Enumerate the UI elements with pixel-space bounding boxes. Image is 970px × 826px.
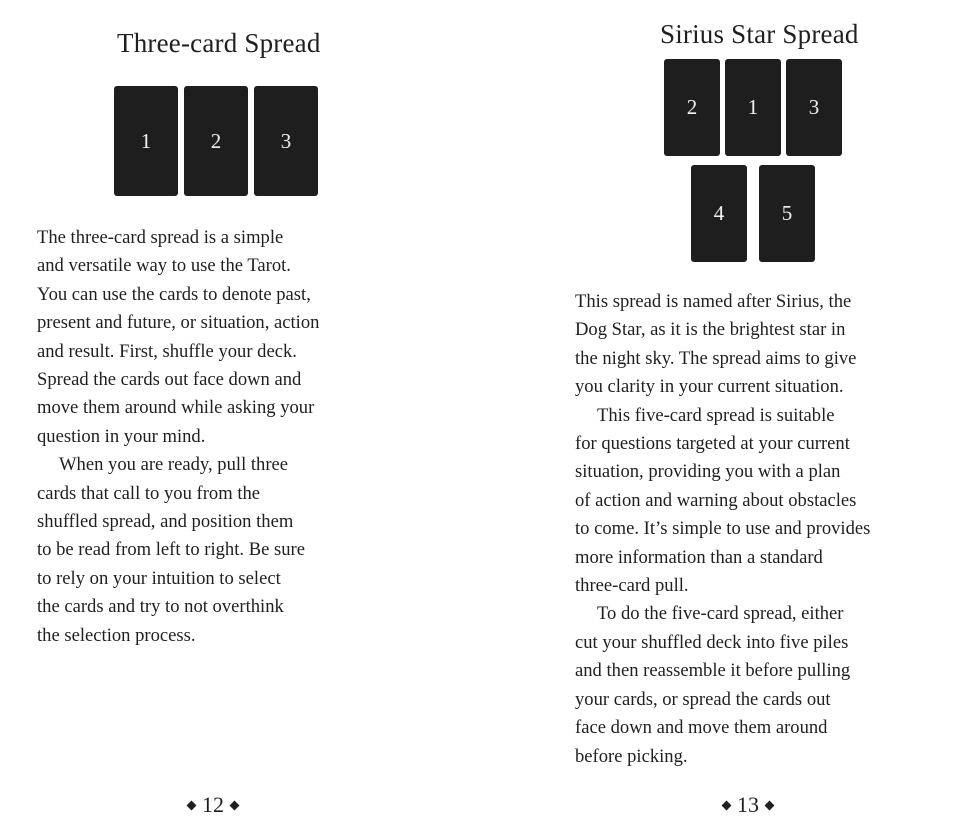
text-line: face down and move them around: [575, 717, 828, 739]
card-number: 5: [781, 201, 793, 225]
text-line: This five-card spread is suitable: [597, 404, 835, 426]
spread-card: [254, 86, 318, 196]
page-title: Three-card Spread: [117, 28, 321, 58]
text-line: move them around while asking your: [37, 397, 315, 419]
text-line: the selection process.: [37, 624, 196, 646]
diamond-ornament-icon: [230, 800, 240, 810]
card-number: 3: [808, 95, 820, 119]
text-line: the cards and try to not overthink: [37, 596, 284, 618]
paragraph: [575, 600, 955, 770]
text-line: cards that call to you from the: [37, 482, 261, 504]
paragraph: [37, 451, 457, 650]
text-line: you clarity in your current situation.: [575, 376, 844, 398]
text-line: the night sky. The spread aims to give: [575, 347, 857, 369]
spread-card: [725, 59, 781, 156]
page-number: [188, 792, 238, 818]
page-number: [723, 792, 773, 818]
text-line: and result. First, shuffle your deck.: [37, 340, 297, 362]
diamond-ornament-icon: [722, 800, 732, 810]
card-number: 4: [713, 201, 725, 225]
spread-card: [114, 86, 178, 196]
text-line: to be read from left to right. Be sure: [37, 539, 305, 561]
text-line: Dog Star, as it is the brightest star in: [575, 319, 846, 341]
spread-card: [664, 59, 720, 156]
text-line: for questions targeted at your current: [575, 433, 850, 455]
text-line: This spread is named after Sirius, the: [575, 291, 852, 312]
paragraph: [575, 288, 955, 402]
card-number: 3: [280, 128, 292, 153]
text-line: shuffled spread, and position them: [37, 511, 294, 533]
text-line: your cards, or spread the cards out: [575, 688, 831, 710]
text-line: The three-card spread is a simple: [37, 227, 284, 248]
paragraph: [37, 224, 457, 451]
body-text: [37, 224, 457, 650]
card-number: 1: [747, 95, 759, 119]
text-line: three-card pull.: [575, 575, 689, 597]
page-number-value: 12: [202, 792, 224, 817]
text-line: Spread the cards out face down and: [37, 369, 302, 391]
text-line: question in your mind.: [37, 425, 206, 447]
text-line: cut your shuffled deck into five piles: [575, 631, 849, 653]
card-number: 1: [140, 128, 152, 153]
text-line: present and future, or situation, action: [37, 312, 320, 334]
page-number-value: 13: [737, 792, 759, 817]
spread-card: [691, 165, 747, 262]
text-line: situation, providing you with a plan: [575, 461, 841, 483]
text-line: You can use the cards to denote past,: [37, 283, 311, 305]
paragraph: [575, 402, 955, 601]
spread-card: [184, 86, 248, 196]
text-line: When you are ready, pull three: [59, 454, 289, 476]
card-number: 2: [210, 128, 222, 153]
text-line: of action and warning about obstacles: [575, 489, 857, 511]
page-title: Sirius Star Spread: [660, 19, 859, 49]
spread-card: [786, 59, 842, 156]
text-line: to come. It’s simple to use and provides: [575, 518, 871, 540]
text-line: to rely on your intuition to select: [37, 567, 281, 589]
text-line: and then reassemble it before pulling: [575, 660, 851, 682]
text-line: before picking.: [575, 745, 688, 767]
text-line: To do the five-card spread, either: [597, 603, 844, 625]
text-line: more information than a standard: [575, 546, 823, 568]
diamond-ornament-icon: [187, 800, 197, 810]
card-number: 2: [686, 95, 698, 119]
diamond-ornament-icon: [765, 800, 775, 810]
spread-card: [759, 165, 815, 262]
right-page: [485, 0, 970, 826]
body-text: [575, 288, 955, 771]
text-line: and versatile way to use the Tarot.: [37, 255, 291, 277]
